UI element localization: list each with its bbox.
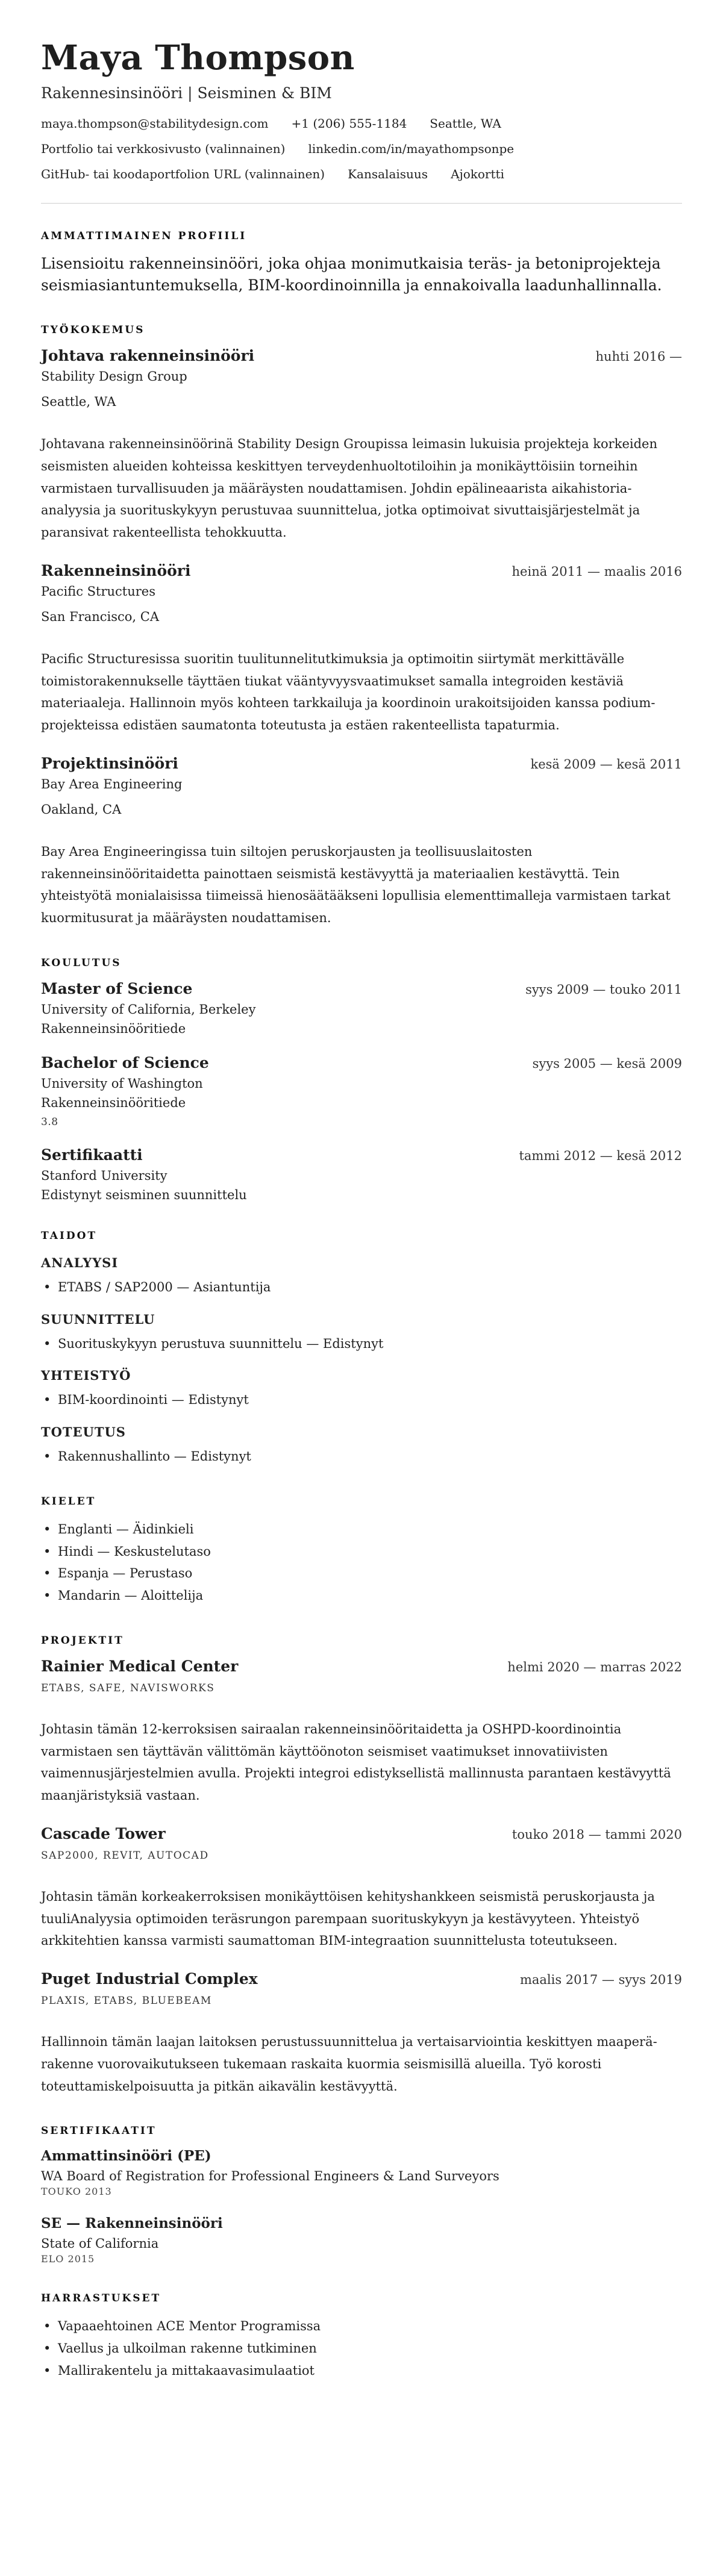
experience-entry [41, 755, 682, 929]
project-date: helmi 2020 — marras 2022 [507, 1659, 682, 1674]
section-title-skills: TAIDOT [41, 1229, 98, 1242]
education-date: syys 2009 — touko 2011 [525, 982, 682, 997]
language-list [41, 1518, 682, 1607]
section-title-profile: AMMATTIMAINEN PROFIILI [41, 229, 247, 242]
citizenship-text: Kansalaisuus [348, 166, 428, 181]
skill-category: TOTEUTUS [41, 1424, 126, 1440]
certification-name: SE — Rakenneinsinööri [41, 2215, 223, 2232]
contact-row-links [41, 142, 682, 156]
certification-date: TOUKO 2013 [41, 2186, 112, 2198]
section-title-experience: TYÖKOKEMUS [41, 324, 145, 337]
education-entry [41, 1054, 682, 1128]
certification-issuer: State of California [41, 2236, 159, 2251]
skill-category: SUUNNITTELU [41, 1311, 155, 1327]
skills-section [41, 1230, 682, 1468]
education-date: syys 2005 — kesä 2009 [532, 1056, 682, 1071]
certification-entry [41, 2215, 682, 2265]
resume-header [41, 40, 682, 181]
hobbies-section [41, 2292, 682, 2381]
language-item: • Mandarin — Aloittelija [41, 1585, 682, 1607]
field-of-study: Rakenneinsinööritiede [41, 1021, 186, 1036]
certifications-section [41, 2125, 682, 2265]
section-title-hobbies: HARRASTUKSET [41, 2292, 161, 2305]
job-date: kesä 2009 — kesä 2011 [530, 756, 682, 772]
profile-section [41, 230, 682, 297]
degree-title: Bachelor of Science [41, 1053, 209, 1071]
language-item: • Espanja — Perustaso [41, 1562, 682, 1585]
certification-issuer: WA Board of Registration for Professional Engineers & Land Surveyors [41, 2169, 499, 2184]
languages-section [41, 1495, 682, 1607]
job-location: Oakland, CA [41, 802, 122, 817]
location-text: Seattle, WA [430, 116, 501, 131]
project-entry [41, 1970, 682, 2097]
profile-summary: Lisensioitu rakenneinsinööri, joka ohjaa monimutkaisia teräs- ja betoniprojekteja seismiasiantuntemuksella, BIM-koordinoinnilla ja ennakoivalla laadunhallinnalla. [41, 254, 662, 294]
job-date: heinä 2011 — maalis 2016 [512, 564, 682, 579]
skill-list [41, 1333, 682, 1355]
education-section [41, 957, 682, 1202]
skill-list [41, 1276, 682, 1299]
language-item: • Hindi — Keskustelutaso [41, 1541, 682, 1563]
project-date: maalis 2017 — syys 2019 [519, 1973, 682, 1988]
skill-category: YHTEISTYÖ [41, 1368, 131, 1383]
contact-row-extra [41, 167, 682, 181]
license-text: Ajokortti [451, 166, 504, 181]
experience-entry [41, 562, 682, 737]
job-date: huhti 2016 — [595, 349, 682, 364]
skill-item: • ETABS / SAP2000 — Asiantuntija [41, 1276, 682, 1299]
degree-title: Sertifikaatti [41, 1146, 143, 1164]
skill-category: ANALYYSI [41, 1255, 119, 1270]
job-company: Bay Area Engineering [41, 776, 183, 791]
field-of-study: Edistynyt seisminen suunnittelu [41, 1187, 247, 1202]
education-entry [41, 980, 682, 1036]
project-date: touko 2018 — tammi 2020 [512, 1827, 682, 1842]
job-description: Bay Area Engineeringissa tuin siltojen peruskorjausten ja teollisuuslaitosten rakenneinsinööritaidetta painottaen seismistä kestävyyttä ja materiaalien kestävyttä. Tein yhteistyötä monialaisissa tiimeissä hienosäätääkseni lopullisia elementtimalleja varmistaen tarkat kuormitusurat ja määräysten noudattamisen. [41, 844, 671, 926]
header-divider [41, 203, 682, 204]
linkedin-link[interactable]: linkedin.com/in/mayathompsonpe [308, 141, 515, 156]
project-name: Cascade Tower [41, 1824, 166, 1842]
skill-item: • BIM-koordinointi — Edistynyt [41, 1389, 682, 1411]
candidate-title: Rakennesinsinööri | Seisminen & BIM [41, 84, 332, 102]
job-description: Johtavana rakenneinsinöörinä Stability Design Groupissa leimasin lukuisia projekteja korkeiden seismisten alueiden kohteissa keskittyen terveydenhuoltotiloihin ja monikäyttöisiin torneihin varmistaen turvallisuuden ja määräysten noudattamisen. Johdin epälineaarista aikahistoria-analyysia ja suorituskykyyn perustuvaa suunnittelua, jotka optimoivat sivuttaisjärjestelmät ja paransivat rakenteellista tehokkuutta. [41, 437, 657, 540]
field-of-study: Rakenneinsinööritiede [41, 1095, 186, 1110]
job-title: Johtava rakenneinsinööri [41, 347, 255, 365]
project-description: Hallinnoin tämän laajan laitoksen perustussuunnittelua ja vertaisarviointia keskittyen maaperä-rakenne vuorovaikutukseen tukemaan raskaita kuormia seismisillä alueilla. Työ korosti toteuttamiskelpoisuutta ja pitkän aikavälin kestävyyttä. [41, 2035, 657, 2094]
project-name: Rainier Medical Center [41, 1657, 239, 1675]
language-item: • Englanti — Äidinkieli [41, 1518, 682, 1541]
project-description: Johtasin tämän korkeakerroksisen monikäyttöisen kehityshankkeen seismistä peruskorjausta ja tuuliAnalyysia optimoiden teräsrungon parempaan suorituskykyyn ja kestävyyteen. Yhteistyö arkkitehtien kanssa varmisti saumattoman BIM-integraation suunnittelusta toteutukseen. [41, 1889, 655, 1948]
job-title: Rakenneinsinööri [41, 561, 191, 579]
certification-entry [41, 2148, 682, 2197]
projects-section [41, 1635, 682, 2098]
hobby-list [41, 2315, 682, 2381]
candidate-name: Maya Thompson [41, 38, 355, 78]
hobby-item: • Vaellus ja ulkoilman rakenne tutkiminen [41, 2337, 682, 2360]
section-title-projects: PROJEKTIT [41, 1634, 124, 1647]
skill-item: • Rakennushallinto — Edistynyt [41, 1445, 682, 1468]
section-title-education: KOULUTUS [41, 956, 122, 969]
section-title-certifications: SERTIFIKAATIT [41, 2125, 157, 2138]
job-company: Pacific Structures [41, 584, 155, 599]
project-entry [41, 1658, 682, 1807]
job-location: Seattle, WA [41, 395, 116, 410]
portfolio-link[interactable]: Portfolio tai verkkosivusto (valinnainen) [41, 141, 286, 156]
job-location: San Francisco, CA [41, 609, 160, 624]
education-date: tammi 2012 — kesä 2012 [519, 1148, 682, 1163]
skill-list [41, 1445, 682, 1468]
education-entry [41, 1146, 682, 1202]
job-title: Projektinsinööri [41, 754, 178, 772]
github-link[interactable]: GitHub- tai koodaportfolion URL (valinnainen) [41, 166, 325, 181]
school-name: University of California, Berkeley [41, 1002, 256, 1017]
degree-title: Master of Science [41, 979, 193, 997]
skill-item: • Suorituskykyyn perustuva suunnittelu — Edistynyt [41, 1333, 682, 1355]
contact-row-primary [41, 116, 682, 131]
hobby-item: • Mallirakentelu ja mittakaavasimulaatiot [41, 2360, 682, 2382]
certification-name: Ammattinsinööri (PE) [41, 2148, 211, 2165]
hobby-item: • Vapaaehtoinen ACE Mentor Programissa [41, 2315, 682, 2337]
experience-section [41, 324, 682, 929]
experience-entry [41, 347, 682, 544]
project-tech: ETABS, SAFE, NAVISWORKS [41, 1682, 215, 1694]
project-name: Puget Industrial Complex [41, 1970, 258, 1988]
project-tech: SAP2000, REVIT, AUTOCAD [41, 1849, 209, 1862]
project-entry [41, 1825, 682, 1952]
school-name: Stanford University [41, 1168, 167, 1183]
project-description: Johtasin tämän 12-kerroksisen sairaalan rakenneinsinööritaidetta ja OSHPD-koordinointia varmistaen sen täyttävän välittömän käyttöönoton seismiset vaatimukset innovatiivisten vaimennusjärjestelmien avulla. Projekti integroi edistyksellistä mallinnusta parantaen kestävyyttä maanjäristyksiä vastaan. [41, 1721, 671, 1803]
email-link[interactable]: maya.thompson@stabilitydesign.com [41, 116, 269, 131]
phone-number: +1 (206) 555-1184 [291, 116, 407, 131]
skill-list [41, 1389, 682, 1411]
gpa-value: 3.8 [41, 1115, 58, 1128]
school-name: University of Washington [41, 1076, 203, 1091]
project-tech: PLAXIS, ETABS, BLUEBEAM [41, 1995, 212, 2007]
job-description: Pacific Structuresissa suoritin tuulitunnelitutkimuksia ja optimoitin siirtymät merkittävälle toimistorakennukselle täyttäen tiukat vääntyvyysvaatimukset samalla integroiden kestäviä materiaaleja. Hallinnoin myös kohteen tarkkailuja ja koordinoin urakoitsijoiden kanssa podium-projekteissa edistäen saumatonta toteutusta ja estäen rakenteellista tapaturmia. [41, 651, 656, 733]
section-title-languages: KIELET [41, 1495, 96, 1508]
job-company: Stability Design Group [41, 369, 187, 384]
certification-date: ELO 2015 [41, 2253, 95, 2265]
